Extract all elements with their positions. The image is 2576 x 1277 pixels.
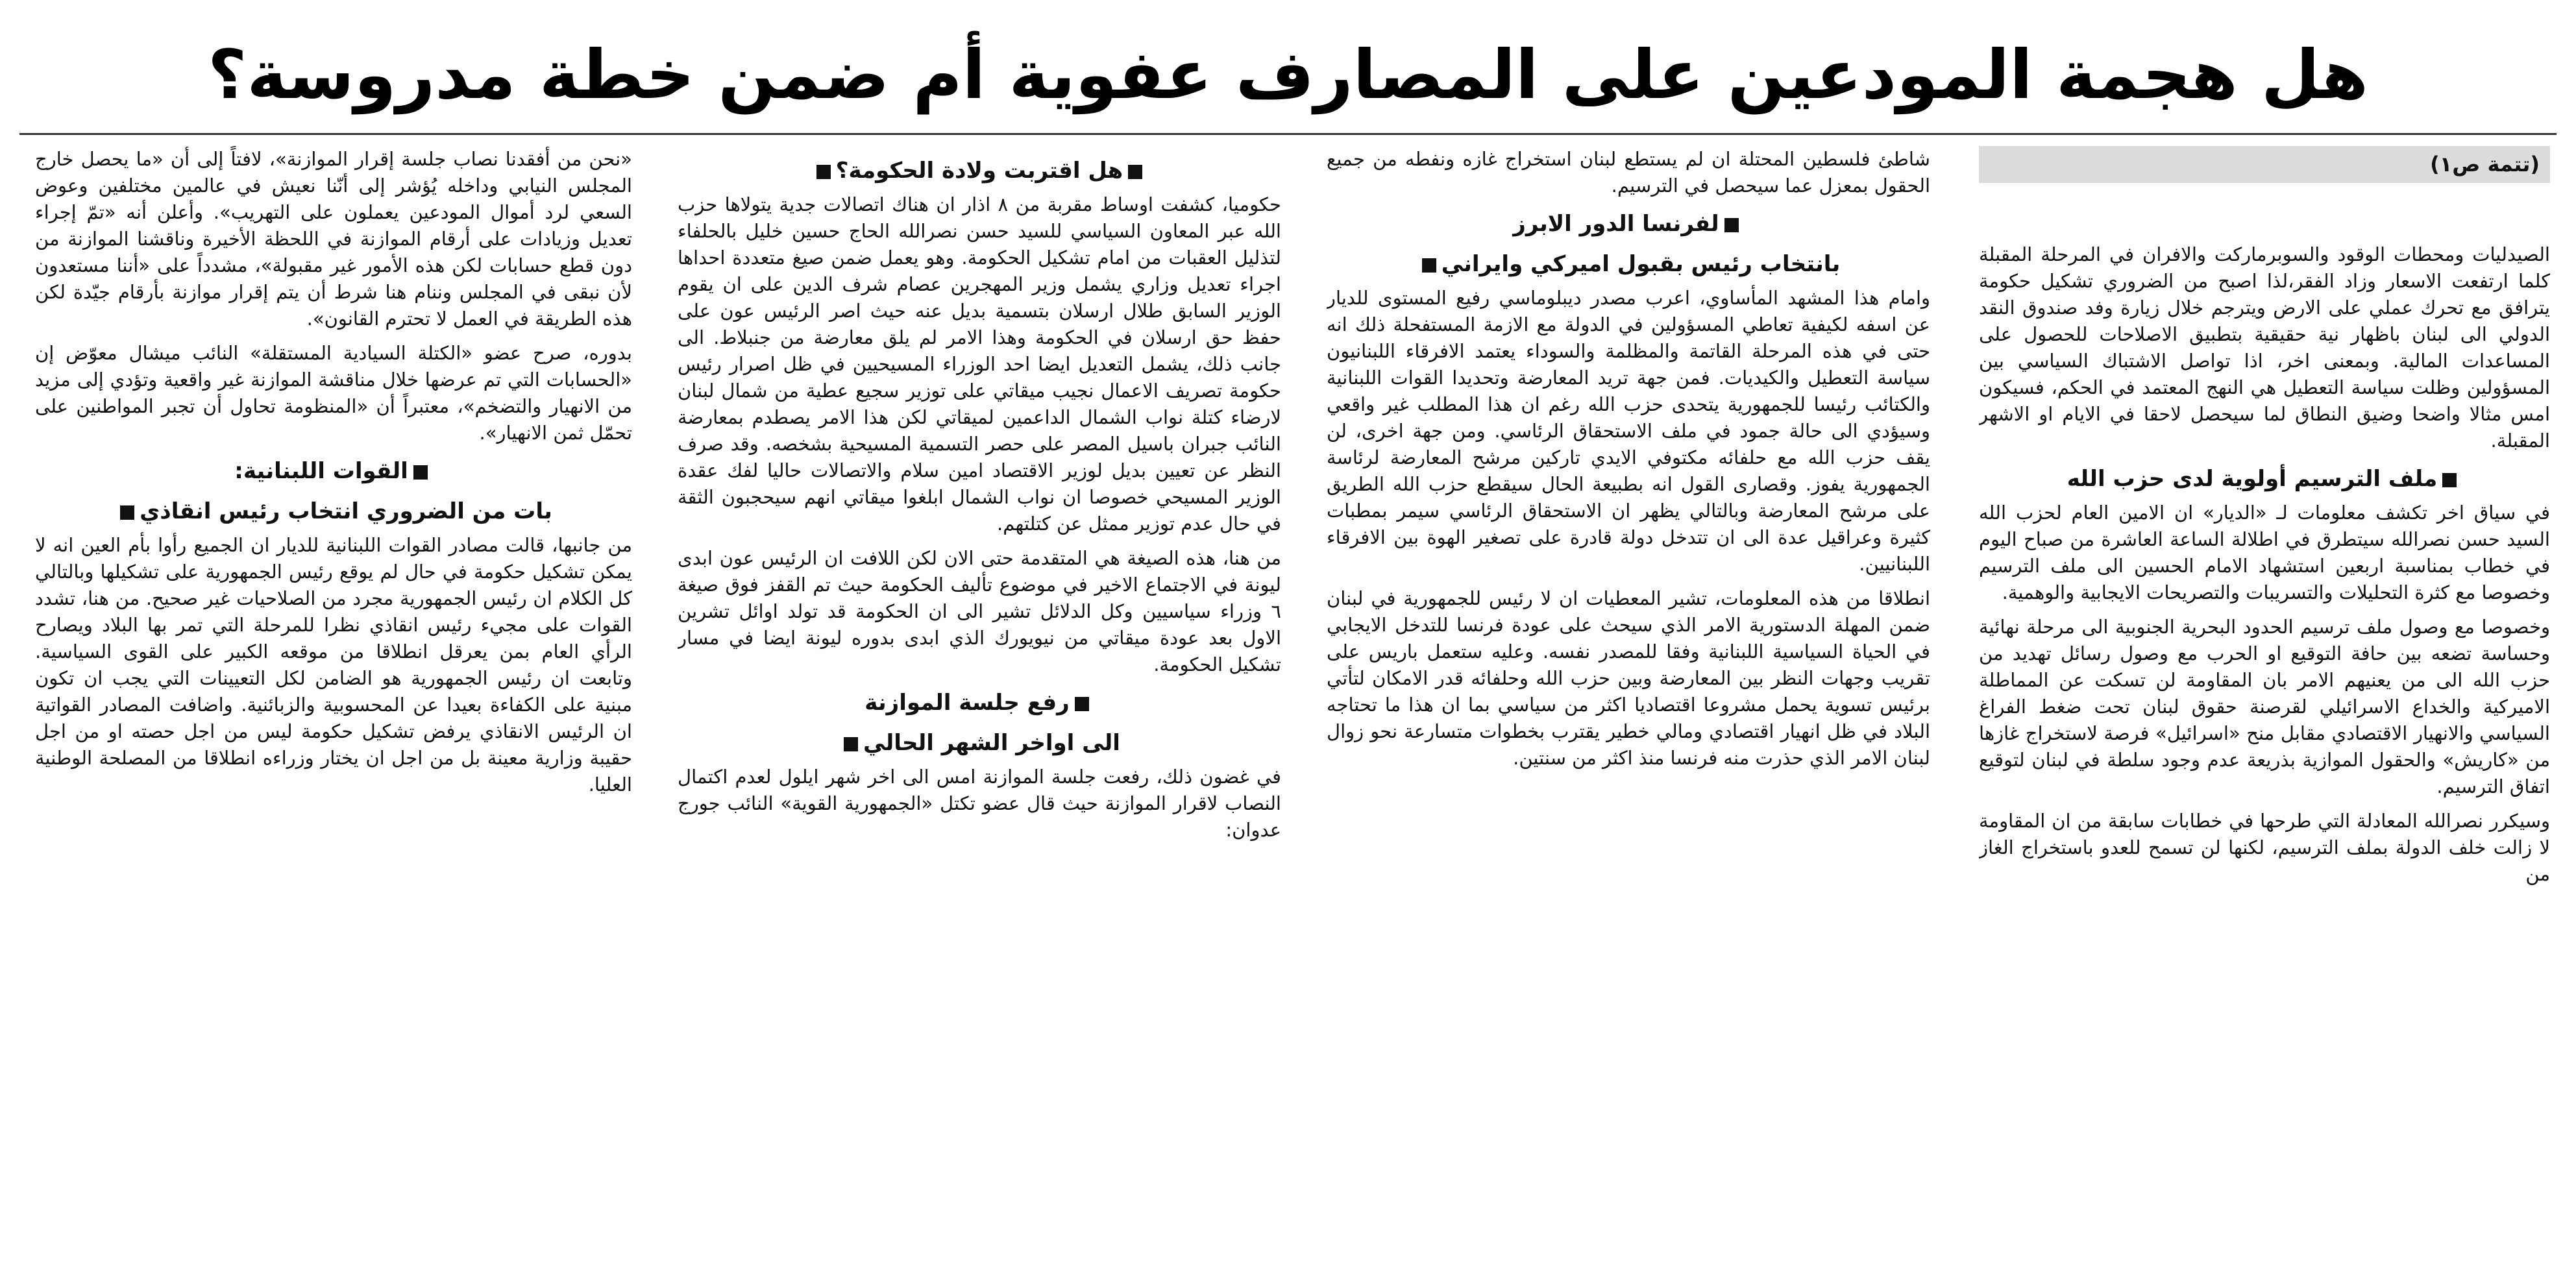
square-bullet-icon <box>1128 165 1142 179</box>
paragraph: شاطئ فلسطين المحتلة ان لم يستطع لبنان استخراج غازه ونفطه من جميع الحقول بمعزل عما سيحصل في الترسيم. <box>1327 148 1930 197</box>
paragraph: في سياق اخر تكشف معلومات لـ «الديار» ان الامين العام لحزب الله السيد حسن نصرالله سيتطرق في اطلالة الساعة العاشرة من صباح اليوم في خطاب بمناسبة اربعين استشهاد الامام الحسين الى ملف الترسيم وخصوصا مع كثرة التحليلات والتسريبات والتصريحات الايجابية والوهمية. <box>1979 502 2550 603</box>
column-1 <box>1979 146 2550 1264</box>
square-bullet-icon <box>844 737 858 751</box>
column-3 <box>678 146 1281 1264</box>
subheading: الى اواخر الشهر الحالي <box>678 727 1281 759</box>
paragraph: وامام هذا المشهد المأساوي، اعرب مصدر ديبلوماسي رفيع المستوى للديار عن اسفه لكيفية تعاطي المسؤولين في الدولة مع الازمة المستفحلة ذلك انه حتى في هذه المرحلة القاتمة والمظلمة والسوداء يعتمد الافرقاء اللبنانيون سياسة التعطيل والكيديات. فمن جهة تريد المعارضة وتحديدا القوات اللبنانية والكتائب رئيسا للجمهورية يتحدى حزب الله رغم ان هذا المطلب غير واقعي وسيؤدي الى حالة جمود في ملف الاستحقاق الرئاسي. ومن جهة اخرى، لن يقف حزب الله مع حلفائه مكتوفي الايدي تاركين مرشح المعارضة لرئاسة الجمهورية يفوز. وقصارى القول انه بطبيعة الحال سيقطع حزب الله الطريق على مرشح المعارضة وبالتالي يظهر ان الاستحقاق الرئاسي سيمر بمطبات كثيرة وعراقيل عدة الى ان تتدخل دولة قادرة على تصغير الهوة بين الافرقاء اللبنانيين. <box>1327 287 1930 575</box>
square-bullet-icon <box>413 465 428 480</box>
square-bullet-icon <box>1075 697 1089 711</box>
paragraph: وسيكرر نصرالله المعادلة التي طرحها في خطابات سابقة من ان المقاومة لا زالت خلف الدولة بملف الترسيم، لكنها لن تسمح للعدو باستخراج الغاز من <box>1979 810 2550 885</box>
square-bullet-icon <box>120 505 134 520</box>
subheading: ملف الترسيم أولوية لدى حزب الله <box>1979 463 2550 494</box>
subheading: هل اقتربت ولادة الحكومة؟ <box>678 155 1281 186</box>
paragraph: «نحن من أفقدنا نصاب جلسة إقرار الموازنة»، لافتاً إلى أن «ما يحصل خارج المجلس النيابي وداخله يُؤشر إلى أنّنا نعيش في عالمين مختلفين وعوض السعي لرد أموال المودعين يعملون على التهريب». وأعلن أنه «تمّ إجراء تعديل وزيادات على أرقام الموازنة في اللحظة الأخيرة وناقشنا الموازنة من دون قطع حسابات لكن هذه الأمور غير مقبولة»، مشدداً على «أننا مستعدون لأن نبقى في المجلس وننام هنا شرط أن يتم إقرار موازنة بأرقام جيّدة لكن هذه الطريقة في العمل لا تحترم القانون». <box>35 148 632 330</box>
paragraph: بدوره، صرح عضو «الكتلة السيادية المستقلة» النائب ميشال معوّض إن «الحسابات التي تم عرضها خلال مناقشة الموازنة غير واقعية وتؤدي إلى مزيد من الانهيار والتضخم»، معتبراً أن «المنظومة تحاول أن تجبر المواطنين على تحمّل ثمن الانهيار». <box>35 342 632 444</box>
square-bullet-icon <box>2442 473 2457 487</box>
paragraph: في غضون ذلك، رفعت جلسة الموازنة امس الى اخر شهر ايلول لعدم اكتمال النصاب لاقرار الموازنة حيث قال عضو تكتل «الجمهورية القوية» النائب جورج عدوان: <box>678 766 1281 841</box>
continued-marker: (تتمة ص١) <box>1979 146 2550 183</box>
subheading: رفع جلسة الموازنة <box>678 687 1281 718</box>
paragraph: الصيدليات ومحطات الوقود والسوبرماركت والافران في المرحلة المقبلة كلما ارتفعت الاسعار وزاد الفقر،لذا اصبح من الضروري تشكيل حكومة يترافق مع تحرك عملي على الارض ويترجم خلال زيارة وفد صندوق النقد الدولي الى لبنان باظهار نية حقيقية بتطبيق الاصلاحات للحصول على المساعدات المالية. وبمعنى اخر، اذا تواصل الاشتباك السياسي بين المسؤولين وظلت سياسة التعطيل هي النهج المعتمد في الحكم، فسيكون امس مثالا واضحا وضيق النطاق لما سيحصل لاحقا في الايام او الاشهر المقبلة. <box>1979 243 2550 452</box>
column-2 <box>1327 146 1930 1264</box>
paragraph: من جانبها، قالت مصادر القوات اللبنانية للديار ان الجميع رأوا بأم العين انه لا يمكن تشكيل حكومة في حال لم يوقع رئيس الجمهورية على تشكيلها وبالتالي كل الكلام ان رئيس الجمهورية مجرد من الصلاحيات غير صحيح. من هنا، تشدد القوات على مجيء رئيس انقاذي نظرا للمرحلة التي تمر بها البلاد ويصارح الرأي العام بمن يعرقل انطلاقا من موقعه الكبير على القوى السياسية. وتابعت ان رئيس الجمهورية هو الضامن لكل التعيينات التي يجب ان تكون مبنية على الكفاءة بعيدا عن المحسوبية والزبائنية. واضافت المصادر القواتية ان الرئيس الانقاذي يرفض تشكيل حكومة ليس من اجل حصته او من اجل حقيبة وزارية معينة بل من اجل ان يختار وزراءه انطلاقا من المصلحة الوطنية العليا. <box>35 534 632 796</box>
column-4 <box>35 146 632 1264</box>
paragraph: من هنا، هذه الصيغة هي المتقدمة حتى الان لكن اللافت ان الرئيس عون ابدى ليونة في الاجتماع الاخير في موضوع تأليف الحكومة حيث تم القفز فوق صيغة ٦ وزراء سياسيين وكل الدلائل تشير الى ان الحكومة قد تولد اوائل تشرين الاول بعد عودة ميقاتي من نيويورك الذي ابدى بدوره ليونة ايضا في مسار تشكيل الحكومة. <box>678 547 1281 675</box>
paragraph: حكوميا، كشفت اوساط مقربة من ٨ اذار ان هناك اتصالات جدية يتولاها حزب الله عبر المعاون السياسي للسيد حسن نصرالله الحاج حسين خليل بالحلفاء لتذليل العقبات من امام تشكيل الحكومة. وهو يعمل ضمن صيغ متعددة احداها اجراء تعديل وزاري يشمل وزير المهجرين عصام شرف الدين على ان يقوم الوزير السابق طلال ارسلان بتسمية بديل عنه حيث اصر الرئيس عون على حفظ حق ارسلان في الحكومة وهذا الامر لم يلق معارضة من جنبلاط. الى جانب ذلك، يشمل التعديل ايضا احد الوزراء المسيحيين في ظل اصرار رئيس حكومة تصريف الاعمال نجيب ميقاتي على توزير سجيع عطية من شمال لبنان لارضاء كتلة نواب الشمال الداعمين لميقاتي لكن هذا الامر يصطدم بمعارضة النائب جبران باسيل المصر على حصر التسمية المسيحية بشخصه. وقد صرف النظر عن تعيين بديل لوزير الاقتصاد امين سلام والاتصالات حاليا لفك عقدة الوزير المسيحي خصوصا ان نواب الشمال ابلغوا ميقاتي انهم سيحجبون الثقة في حال عدم توزير ممثل عن كتلتهم. <box>678 193 1281 535</box>
square-bullet-icon <box>1422 258 1436 273</box>
subheading: بات من الضروري انتخاب رئيس انقاذي <box>35 496 632 527</box>
article-headline: هل هجمة المودعين على المصارف عفوية أم ضمن خطة مدروسة؟ <box>208 35 2368 114</box>
subheading: القوات اللبنانية: <box>35 456 632 487</box>
paragraph: وخصوصا مع وصول ملف ترسيم الحدود البحرية الجنوبية الى مرحلة نهائية وحساسة تضعه بين حافة التوقيع او الحرب مع وصول رسائل تهديد من حزب الله الى من يعنيهم الامر بان المقاومة لن تسكت عن المماطلة الاميركية والخداع الاسرائيلي لقرصنة حقوق لبنان تحت ضغط الفراغ السياسي والانهيار الاقتصادي مقابل منح «اسرائيل» فرصة لاستخراج غازها من «كاريش» والحقول الموازية بذريعة عدم وجود سلطة في لبنان لتوقيع اتفاق الترسيم. <box>1979 616 2550 797</box>
square-bullet-icon <box>816 165 831 179</box>
headline-divider <box>19 133 2557 135</box>
subheading: لفرنسا الدور الابرز <box>1327 208 1930 239</box>
square-bullet-icon <box>1724 218 1739 232</box>
paragraph: انطلاقا من هذه المعلومات، تشير المعطيات ان لا رئيس للجمهورية في لبنان ضمن المهلة الدستورية الامر الذي سيحث على عودة فرنسا للتدخل الايجابي في الحياة السياسية اللبنانية وفقا للمصدر نفسه. وعليه ستعمل باريس على تقريب وجهات النظر بين المعارضة وبين حزب الله وحلفائه قدر الامكان لتأتي برئيس تسوية يحمل مشروعا اقتصاديا اكثر من سياسي بما ان هذا ما تحتاجه البلاد في ظل انهيار اقتصادي ومالي خطير يقترب بخطوات متسارعة نحو زوال لبنان الامر الذي حذرت منه فرنسا منذ اكثر من سنتين. <box>1327 587 1930 769</box>
subheading: بانتخاب رئيس بقبول اميركي وايراني <box>1327 249 1930 280</box>
